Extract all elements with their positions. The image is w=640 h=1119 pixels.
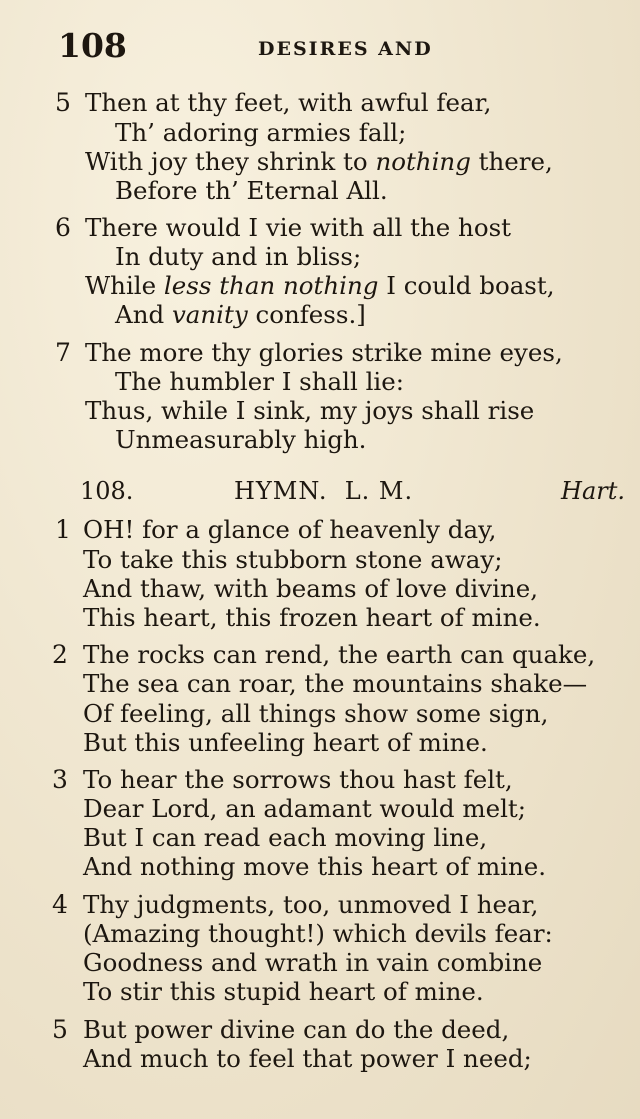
- verse-line: In duty and in bliss;: [115, 242, 362, 271]
- stanza-number: 1: [55, 515, 71, 544]
- verse-line: Dear Lord, an adamant would melt;: [83, 794, 527, 823]
- verse-line: While less than nothing I could boast,: [85, 271, 555, 300]
- verse-line: Th’ adoring armies fall;: [115, 118, 407, 147]
- running-title: DESIRES AND: [258, 38, 433, 60]
- page-header: [58, 26, 618, 66]
- verse-line: (Amazing thought!) which devils fear:: [83, 919, 553, 948]
- verse-line: But I can read each moving line,: [83, 823, 488, 852]
- hymn-author: Hart.: [561, 477, 625, 505]
- verse-line: The humbler I shall lie:: [115, 367, 405, 396]
- verse-line: And thaw, with beams of love divine,: [83, 574, 538, 603]
- verse-line: And vanity confess.]: [115, 300, 366, 329]
- verse-line: Goodness and wrath in vain combine: [83, 948, 543, 977]
- verse-line: Thus, while I sink, my joys shall rise: [85, 396, 535, 425]
- hymn-heading: [80, 477, 625, 511]
- stanza-number: 6: [55, 213, 71, 242]
- stanza-number: 2: [52, 640, 68, 669]
- verse-line: And much to feel that power I need;: [83, 1044, 532, 1073]
- stanza-number: 3: [52, 765, 68, 794]
- hymn-number: 108.: [80, 477, 134, 505]
- verse-line: With joy they shrink to nothing there,: [85, 147, 553, 176]
- stanza-number: 5: [55, 88, 71, 117]
- verse-line: The rocks can rend, the earth can quake,: [83, 640, 596, 669]
- verse-line: The more thy glories strike mine eyes,: [85, 338, 563, 367]
- verse-line: And nothing move this heart of mine.: [83, 852, 547, 881]
- verse-line: Thy judgments, too, unmoved I hear,: [83, 890, 539, 919]
- verse-line: To stir this stupid heart of mine.: [83, 977, 484, 1006]
- verse-line: Then at thy feet, with awful fear,: [85, 88, 492, 117]
- verse-line: The sea can roar, the mountains shake—: [83, 669, 588, 698]
- stanza-number: 4: [52, 890, 68, 919]
- verse-line: To take this stubborn stone away;: [83, 545, 503, 574]
- verse-line: But power divine can do the deed,: [83, 1015, 510, 1044]
- verse-line: There would I vie with all the host: [85, 213, 511, 242]
- verse-line: This heart, this frozen heart of mine.: [83, 603, 541, 632]
- verse-line: To hear the sorrows thou hast felt,: [83, 765, 513, 794]
- stanza-number: 5: [52, 1015, 68, 1044]
- verse-line: But this unfeeling heart of mine.: [83, 728, 488, 757]
- verse-line: OH! for a glance of heavenly day,: [83, 515, 497, 544]
- hymn-title: HYMN. L. M.: [234, 477, 414, 505]
- verse-line: Of feeling, all things show some sign,: [83, 699, 549, 728]
- page-number: 108: [58, 26, 127, 65]
- verse-line: Unmeasurably high.: [115, 425, 367, 454]
- verse-line: Before th’ Eternal All.: [115, 176, 388, 205]
- stanza-number: 7: [55, 338, 71, 367]
